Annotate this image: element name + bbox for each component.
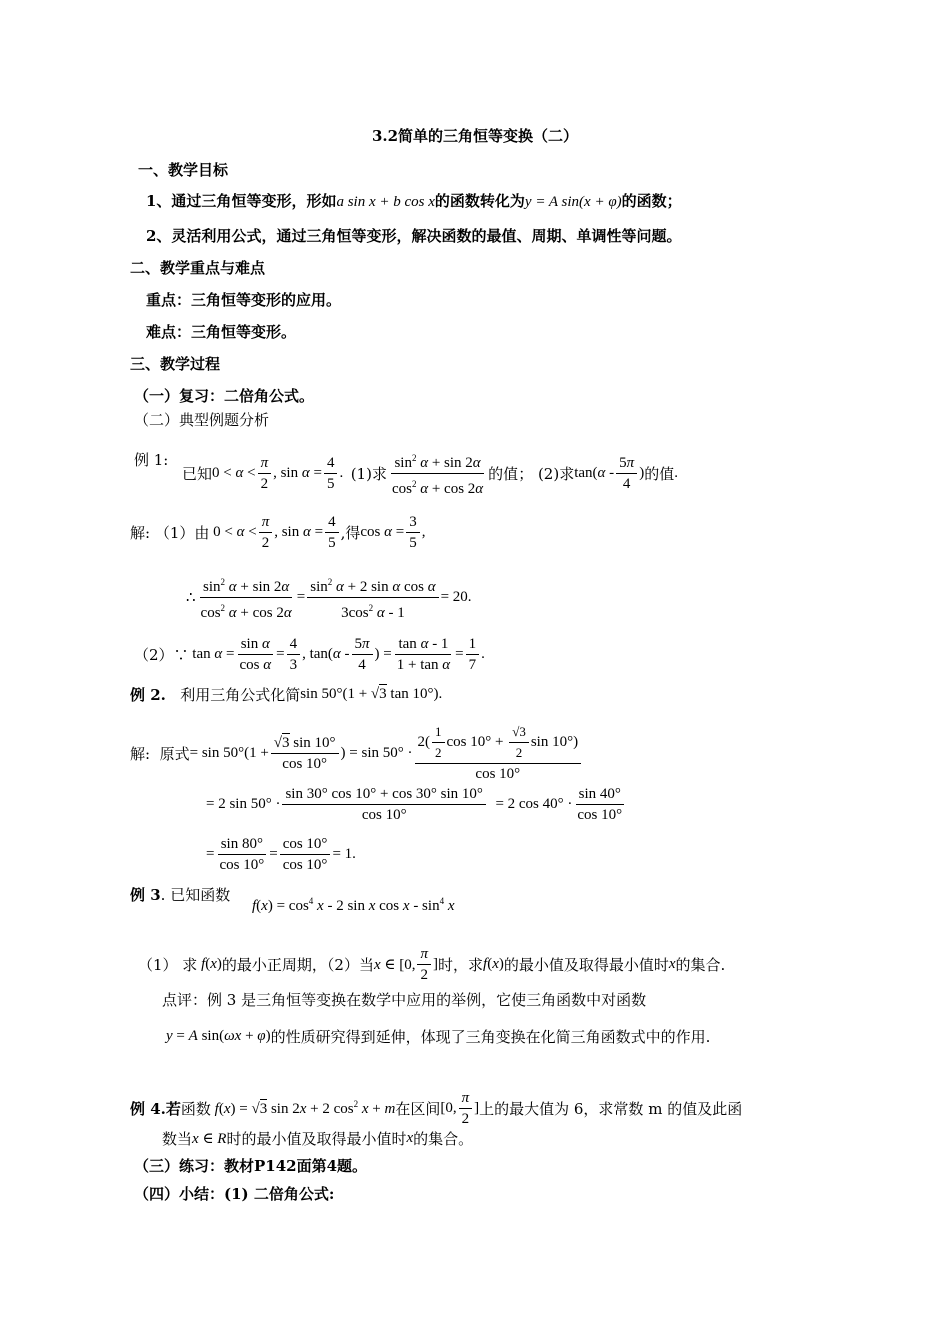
example-3-function: $f(x) = \cos^4 x - 2$ sin x cos x - $\sin^4 x$ — [252, 896, 455, 914]
example-4-line2-end: 的集合。 — [413, 1130, 474, 1148]
example-3-q-end: 的集合. — [675, 956, 726, 974]
example-3-q-post: 的最小值及取得最小值时 — [503, 956, 669, 974]
example-2-original: 原式 — [159, 744, 190, 763]
example-2-label: 例 2. — [130, 686, 166, 704]
example-1-de: 的值 — [488, 465, 519, 483]
example-4-problem: 例 4. 若 函数 f(x) = √3 sin 2x + 2 $\cos^2 x + m$ 在区间 [0, π 2 ] 上的最大值为 6，求常数 m 的值及此函 — [130, 1090, 743, 1127]
example-1-part-2: （2）∵ — [134, 646, 189, 664]
example-3-question: （1） 求 f ( x ) 的最小正周期，（2）当 x ∈ [0, π 2 ] 时，求 f(x) 的最小值及取得最小值时 x 的集合. — [138, 946, 726, 983]
example-1-solution-line-1: 解: （1）由 0 < α < π 2 , sin α = $\frac{4}{5}$ ,得 cos α = $\frac{3}{5}$ , — [130, 514, 426, 551]
practice-heading: （三）练习：教材P142面第4题。 — [134, 1157, 368, 1175]
example-4-zai: 在区间 — [395, 1100, 441, 1118]
objective-1-post: 的函数； — [621, 192, 682, 210]
example-1-solution-label: 解: （1）由 — [130, 524, 210, 542]
example-3-comment-2-text: 的性质研究得到延伸，体现了三角变换在化简三角函数式中的作用. — [270, 1028, 711, 1046]
example-3-comment-2: y = A sin(ωx + φ) 的性质研究得到延伸，体现了三角变换在化简三角函数式中的作用. — [166, 1028, 711, 1046]
example-1-solution-line-3: （2）∵ tan α = $\frac{\text{sin α}}{\text{cos α}}$ = $\frac{4}{3}$ , tan(α - 5π 4 ) = $\frac{\text{tan α - 1}}{\text{1 + tan α}}$ = $\frac{1}{7}$ . — [134, 636, 485, 673]
example-1-de2: 的值 — [644, 465, 675, 483]
objective-2: 2、灵活利用公式，通过三角恒等变形，解决函数的最值、周期、单调性等问题。 — [146, 227, 682, 245]
difficult-point: 难点：三角恒等变形。 — [146, 323, 297, 341]
example-1-result-1: = 20. — [440, 589, 472, 605]
section-process-heading: 三、教学过程 — [130, 355, 221, 373]
example-3-q-pre: （1） 求 — [138, 956, 198, 974]
example-3-problem — [130, 884, 230, 905]
key-point: 重点：三角恒等变形的应用。 — [146, 291, 342, 309]
objective-1-expr-2: y = A sin(x + φ) — [524, 194, 622, 210]
example-1-known: 已知 — [182, 465, 213, 483]
example-2-solution-line-1: 解: 原式 = sin 50°(1 + $\frac{√3 \sin 10^\circ}{\cos 10^\circ}$ ) = sin 50° · 2( $\frac{1}{2}$ cos 10° + $\frac{√3}{2}$ sin 10°) cos 10° — [130, 722, 583, 784]
example-1-q1: (1)求 — [350, 465, 387, 483]
example-3-label: 例 3 — [130, 886, 161, 904]
example-2-problem: 例 2. 利用三角公式化简 sin 50°(1 + √3 tan 10°). — [130, 686, 443, 704]
summary-heading: （四）小结：(1) 二倍角公式: — [134, 1185, 335, 1203]
examples-heading: （二）典型例题分析 — [134, 411, 270, 429]
example-3-text: . 已知函数 — [160, 886, 231, 904]
example-4-hanshu: 函数 — [180, 1100, 211, 1118]
section-objectives-heading: 一、教学目标 — [138, 161, 229, 179]
example-1-result-2: . — [481, 646, 485, 662]
example-4-label: 例 4. — [130, 1100, 166, 1118]
example-3-q-mid1: 的最小正周期，（2）当 — [221, 956, 374, 974]
example-4-line2-pre: 数当 — [162, 1130, 193, 1148]
example-3-comment-1: 点评：例 3 是三角恒等变换在数学中应用的举例，它使三角函数中对函数 — [162, 991, 647, 1009]
example-3-q-mid2: 时，求 — [438, 956, 484, 974]
objective-1-mid: 的函数转化为 — [434, 192, 525, 210]
page-title: 3.2简单的三角恒等变换（二） — [371, 127, 579, 145]
example-2-text: 利用三角公式化简 — [180, 686, 301, 704]
example-1-solution-line-2: ∴ $\frac{\sin^2 \alpha + \sin 2\alpha}{\cos^2 \alpha + \cos 2\alpha}$ = $\frac{\sin^2 \alpha + 2 \sin \alpha \cos \alpha}{3\cos^2 \alpha - 1}$ = 20. — [186, 572, 472, 623]
example-4-line-2: 数当 x ∈ R 时的最小值及取得最小值时 x 的集合。 — [162, 1130, 474, 1148]
example-2-solution-label: 解: — [130, 744, 151, 763]
section-key-points-heading: 二、教学重点与难点 — [130, 259, 266, 277]
example-2-end: = 1. — [332, 846, 356, 862]
example-4-line2-mid: 时的最小值及取得最小值时 — [226, 1130, 407, 1148]
example-1-q2: ； (2)求 — [518, 465, 575, 483]
example-4-ruo: 若 — [165, 1100, 181, 1118]
example-2-solution-line-2: = 2 sin 50° · $\frac{\sin 30^\circ \cos 10^\circ + \cos 30^\circ \sin 10^\circ}{\cos 10^\circ}$ = 2 cos 40° · sin 40° cos 10° — [206, 786, 623, 823]
objective-1-expr-1: a sin x + b cos x — [336, 194, 435, 210]
objective-1 — [146, 191, 682, 212]
objective-1-pre: 1、通过三角恒等变形，形如 — [146, 192, 337, 210]
example-1-label: 例 1: — [134, 451, 169, 469]
review-heading: （一）复习：二倍角公式。 — [134, 387, 315, 405]
example-2-solution-line-3: = $\frac{\sin 80^\circ}{\cos 10^\circ}$ = $\frac{\cos 10^\circ}{\cos 10^\circ}$ = 1. — [206, 836, 356, 873]
example-1-get: ,得 — [340, 524, 361, 542]
example-1-problem: 已知 0 < α < π 2 , sin α = $\frac{4}{5}$ . (1)求 $\sin^2 \alpha + \sin 2\alpha$ $\cos^2 \alpha + \cos 2\alpha$ 的值 ； (2)求 tan(α - 5π 4 ) 的值 . — [182, 448, 678, 499]
example-4-post: 上的最大值为 6，求常数 m 的值及此函 — [479, 1100, 743, 1118]
